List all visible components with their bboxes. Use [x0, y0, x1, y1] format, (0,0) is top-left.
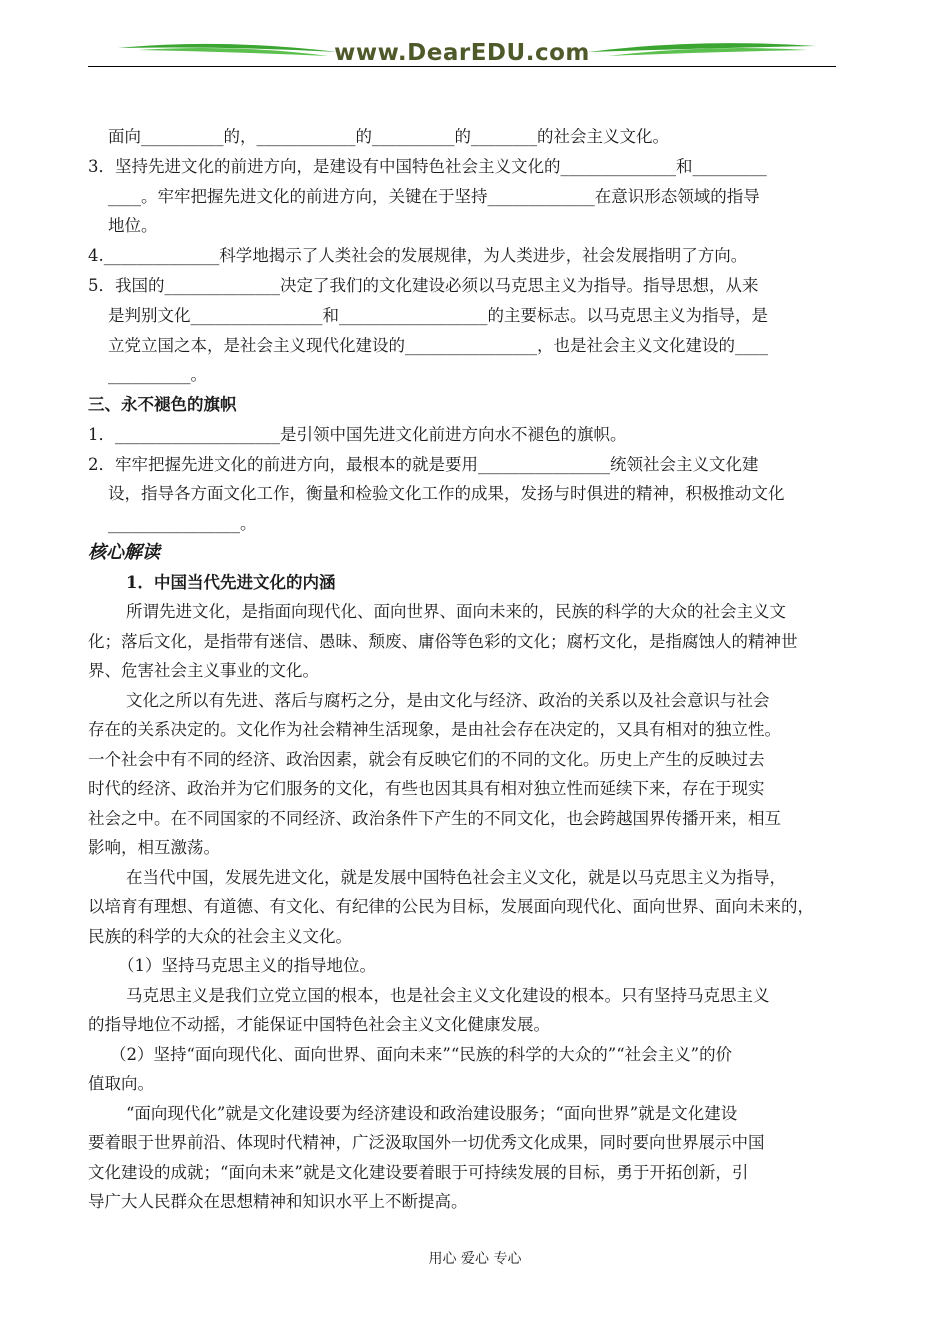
paragraph-line: 一个社会中有不同的经济、政治因素，就会有反映它们的不同的文化。历史上产生的反映过去 [88, 750, 765, 769]
text-line: 地位。 [108, 216, 158, 235]
page-header [88, 34, 836, 74]
paragraph-line: 马克思主义是我们立党立国的根本，也是社会主义文化建设的根本。只有坚持马克思主义 [126, 986, 770, 1005]
text-line: ____。牢牢把握先进文化的前进方向，关键在于坚持_____________在意识形态领域的指导 [108, 187, 760, 206]
paragraph-line: 要着眼于世界前沿、体现时代精神，广泛汲取国外一切优秀文化成果，同时要向世界展示中国 [88, 1133, 765, 1152]
paragraph-line: 化；落后文化，是指带有迷信、愚昧、颓废、庸俗等色彩的文化；腐朽文化，是指腐蚀人的精神世 [88, 632, 798, 651]
paragraph-line: 文化建设的成就；“面向未来”就是文化建设要着眼于可持续发展的目标，勇于开拓创新，引 [88, 1163, 749, 1182]
paragraph-line: （1）坚持马克思主义的指导地位。 [118, 956, 376, 975]
paragraph-line: 所谓先进文化，是指面向现代化、面向世界、面向未来的，民族的科学的大众的社会主义文 [126, 602, 786, 621]
paragraph-line: 文化之所以有先进、落后与腐朽之分，是由文化与经济、政治的关系以及社会意识与社会 [126, 691, 770, 710]
text-line: 面向__________的，____________的__________的________的社会主义文化。 [108, 127, 669, 146]
paragraph-line: 导广大人民群众在思想精神和知识水平上不断提高。 [88, 1192, 468, 1211]
site-logo[interactable]: www.DearEDU.com [334, 40, 590, 66]
text-line: __________。 [108, 365, 207, 384]
paragraph-line: 民族的科学的大众的社会主义文化。 [88, 927, 352, 946]
text-line: 2．牢牢把握先进文化的前进方向，最根本的就是要用________________统领社会主义文化建 [88, 455, 759, 474]
paragraph-line: 社会之中。在不同国家的不同经济、政治条件下产生的不同文化，也会跨越国界传播开来，相互 [88, 809, 781, 828]
paragraph-line: 在当代中国，发展先进文化，就是发展中国特色社会主义文化，就是以马克思主义为指导， [126, 868, 786, 887]
paragraph-line: （2）坚持“面向现代化、面向世界、面向未来”“民族的科学的大众的”“社会主义”的价 [110, 1045, 733, 1064]
text-line: 3．坚持先进文化的前进方向，是建设有中国特色社会主义文化的______________和_________ [88, 157, 767, 176]
text-line: 立党立国之本，是社会主义现代化建设的________________，也是社会主义文化建设的____ [108, 336, 768, 355]
text-line: 是判别文化________________和__________________的主要标志。以马克思主义为指导，是 [108, 306, 768, 325]
paragraph-line: “面向现代化”就是文化建设要为经济建设和政治建设服务；“面向世界”就是文化建设 [126, 1104, 738, 1123]
text-line: 设，指导各方面文化工作，衡量和检验文化工作的成果，发扬与时俱进的精神，积极推动文化 [108, 484, 785, 503]
text-line: 5．我国的______________决定了我们的文化建设必须以马克思主义为指导。指导思想，从来 [88, 276, 759, 295]
paragraph-line: 存在的关系决定的。文化作为社会精神生活现象，是由社会存在决定的，又具有相对的独立性。 [88, 720, 781, 739]
paragraph-line: 界、危害社会主义事业的文化。 [88, 661, 319, 680]
text-line: ________________。 [108, 514, 257, 533]
paragraph-line: 以培育有理想、有道德、有文化、有纪律的公民为目标，发展面向现代化、面向世界、面向未来的， [88, 897, 814, 916]
text-line: 4.______________科学地揭示了人类社会的发展规律，为人类进步，社会发展指明了方向。 [88, 246, 748, 265]
paragraph-line: 值取向。 [88, 1074, 154, 1093]
paragraph-line: 的指导地位不动摇，才能保证中国特色社会主义文化健康发展。 [88, 1015, 550, 1034]
page-footer: 用心 爱心 专心 [428, 1251, 522, 1267]
section-heading: 三、永不褪色的旗帜 [88, 395, 237, 414]
paragraph-line: 时代的经济、政治并为它们服务的文化，有些也因其具有相对独立性而延续下来，存在于现实 [88, 779, 765, 798]
text-line: 1．____________________是引领中国先进文化前进方向水不褪色的旗帜。 [88, 425, 627, 444]
core-reading-heading: 核心解读 [88, 542, 160, 563]
paragraph-line: 影响，相互激荡。 [88, 838, 220, 857]
header-rule [88, 66, 836, 67]
subheading: 1．中国当代先进文化的内涵 [126, 573, 336, 592]
